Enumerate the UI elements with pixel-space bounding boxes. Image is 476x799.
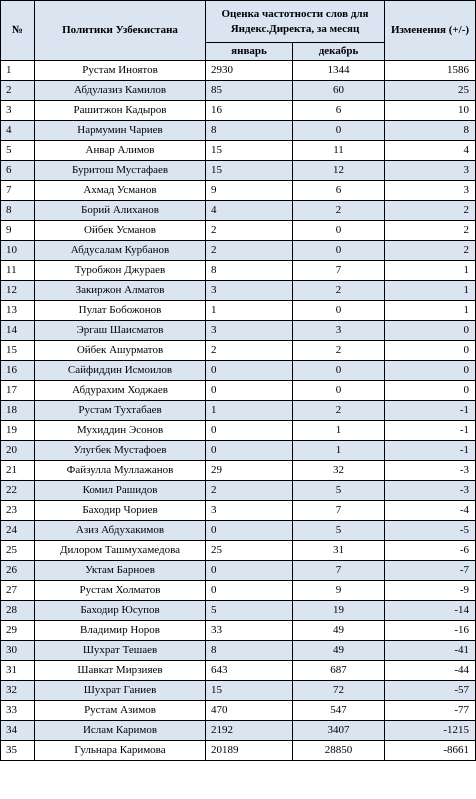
december-value: 7 bbox=[293, 561, 385, 581]
change-value: 0 bbox=[385, 341, 476, 361]
header-january: январь bbox=[206, 43, 293, 61]
politician-name: Шавкат Мирзияев bbox=[35, 661, 206, 681]
header-change: Изменения (+/-) bbox=[385, 1, 476, 61]
row-number: 16 bbox=[1, 361, 35, 381]
january-value: 1 bbox=[206, 401, 293, 421]
politician-name: Эргаш Шаисматов bbox=[35, 321, 206, 341]
header-frequency: Оценка частотности слов для Яндекс.Директа, за месяц bbox=[206, 1, 385, 43]
table-row bbox=[1, 521, 476, 541]
row-number: 11 bbox=[1, 261, 35, 281]
politician-name: Абдурахим Ходжаев bbox=[35, 381, 206, 401]
header-number: № bbox=[1, 1, 35, 61]
january-value: 25 bbox=[206, 541, 293, 561]
politician-name: Гульнара Каримова bbox=[35, 741, 206, 761]
table-row bbox=[1, 361, 476, 381]
change-value: -5 bbox=[385, 521, 476, 541]
row-number: 33 bbox=[1, 701, 35, 721]
january-value: 15 bbox=[206, 681, 293, 701]
january-value: 8 bbox=[206, 261, 293, 281]
december-value: 1 bbox=[293, 421, 385, 441]
january-value: 85 bbox=[206, 81, 293, 101]
table-row bbox=[1, 641, 476, 661]
change-value: -44 bbox=[385, 661, 476, 681]
december-value: 6 bbox=[293, 181, 385, 201]
row-number: 10 bbox=[1, 241, 35, 261]
december-value: 28850 bbox=[293, 741, 385, 761]
politician-name: Рустам Тухтабаев bbox=[35, 401, 206, 421]
december-value: 49 bbox=[293, 641, 385, 661]
change-value: -4 bbox=[385, 501, 476, 521]
table-row bbox=[1, 541, 476, 561]
january-value: 15 bbox=[206, 161, 293, 181]
change-value: 10 bbox=[385, 101, 476, 121]
january-value: 2 bbox=[206, 481, 293, 501]
table-row bbox=[1, 561, 476, 581]
december-value: 9 bbox=[293, 581, 385, 601]
january-value: 2192 bbox=[206, 721, 293, 741]
january-value: 0 bbox=[206, 521, 293, 541]
row-number: 20 bbox=[1, 441, 35, 461]
row-number: 25 bbox=[1, 541, 35, 561]
december-value: 3 bbox=[293, 321, 385, 341]
row-number: 24 bbox=[1, 521, 35, 541]
table-row bbox=[1, 481, 476, 501]
january-value: 15 bbox=[206, 141, 293, 161]
december-value: 0 bbox=[293, 221, 385, 241]
row-number: 22 bbox=[1, 481, 35, 501]
table-row bbox=[1, 441, 476, 461]
row-number: 17 bbox=[1, 381, 35, 401]
january-value: 29 bbox=[206, 461, 293, 481]
politician-name: Рустам Холматов bbox=[35, 581, 206, 601]
change-value: -16 bbox=[385, 621, 476, 641]
january-value: 2 bbox=[206, 221, 293, 241]
row-number: 28 bbox=[1, 601, 35, 621]
politician-name: Буритош Мустафаев bbox=[35, 161, 206, 181]
january-value: 3 bbox=[206, 501, 293, 521]
table-row bbox=[1, 461, 476, 481]
row-number: 14 bbox=[1, 321, 35, 341]
row-number: 18 bbox=[1, 401, 35, 421]
table-row bbox=[1, 421, 476, 441]
politician-name: Мухиддин Эсонов bbox=[35, 421, 206, 441]
politician-name: Сайфиддин Исмоилов bbox=[35, 361, 206, 381]
row-number: 7 bbox=[1, 181, 35, 201]
december-value: 0 bbox=[293, 381, 385, 401]
change-value: -9 bbox=[385, 581, 476, 601]
row-number: 19 bbox=[1, 421, 35, 441]
table-body bbox=[1, 61, 476, 761]
january-value: 0 bbox=[206, 361, 293, 381]
change-value: -1 bbox=[385, 441, 476, 461]
december-value: 0 bbox=[293, 301, 385, 321]
politician-name: Пулат Бобожонов bbox=[35, 301, 206, 321]
politician-name: Рустам Иноятов bbox=[35, 61, 206, 81]
table-row bbox=[1, 701, 476, 721]
january-value: 3 bbox=[206, 321, 293, 341]
change-value: -3 bbox=[385, 481, 476, 501]
january-value: 1 bbox=[206, 301, 293, 321]
january-value: 2930 bbox=[206, 61, 293, 81]
table-row bbox=[1, 181, 476, 201]
change-value: 2 bbox=[385, 201, 476, 221]
december-value: 72 bbox=[293, 681, 385, 701]
change-value: 0 bbox=[385, 361, 476, 381]
december-value: 687 bbox=[293, 661, 385, 681]
table-row bbox=[1, 601, 476, 621]
politician-name: Шухрат Ганиев bbox=[35, 681, 206, 701]
table-row bbox=[1, 241, 476, 261]
january-value: 2 bbox=[206, 241, 293, 261]
table-row bbox=[1, 621, 476, 641]
politician-name: Рустам Азимов bbox=[35, 701, 206, 721]
table-row bbox=[1, 141, 476, 161]
table-row bbox=[1, 321, 476, 341]
politician-name: Дилором Ташмухамедова bbox=[35, 541, 206, 561]
header-politicians: Политики Узбекистана bbox=[35, 1, 206, 61]
january-value: 0 bbox=[206, 581, 293, 601]
december-value: 5 bbox=[293, 521, 385, 541]
table-row bbox=[1, 381, 476, 401]
january-value: 2 bbox=[206, 341, 293, 361]
table-row bbox=[1, 81, 476, 101]
politician-name: Ахмад Усманов bbox=[35, 181, 206, 201]
change-value: 3 bbox=[385, 161, 476, 181]
december-value: 2 bbox=[293, 401, 385, 421]
politician-name: Улугбек Мустафоев bbox=[35, 441, 206, 461]
december-value: 7 bbox=[293, 501, 385, 521]
row-number: 8 bbox=[1, 201, 35, 221]
politician-name: Абдулазиз Камилов bbox=[35, 81, 206, 101]
january-value: 8 bbox=[206, 121, 293, 141]
december-value: 2 bbox=[293, 201, 385, 221]
change-value: 3 bbox=[385, 181, 476, 201]
table-row bbox=[1, 581, 476, 601]
january-value: 16 bbox=[206, 101, 293, 121]
row-number: 26 bbox=[1, 561, 35, 581]
change-value: 4 bbox=[385, 141, 476, 161]
change-value: 1586 bbox=[385, 61, 476, 81]
change-value: -14 bbox=[385, 601, 476, 621]
table-row bbox=[1, 681, 476, 701]
row-number: 23 bbox=[1, 501, 35, 521]
politician-name: Файзулла Муллажанов bbox=[35, 461, 206, 481]
january-value: 0 bbox=[206, 421, 293, 441]
politician-name: Ойбек Усманов bbox=[35, 221, 206, 241]
december-value: 12 bbox=[293, 161, 385, 181]
header-december: декабрь bbox=[293, 43, 385, 61]
december-value: 3407 bbox=[293, 721, 385, 741]
politician-name: Комил Рашидов bbox=[35, 481, 206, 501]
row-number: 12 bbox=[1, 281, 35, 301]
change-value: 2 bbox=[385, 241, 476, 261]
december-value: 60 bbox=[293, 81, 385, 101]
change-value: -77 bbox=[385, 701, 476, 721]
row-number: 1 bbox=[1, 61, 35, 81]
december-value: 1 bbox=[293, 441, 385, 461]
politician-name: Рашитжон Кадыров bbox=[35, 101, 206, 121]
december-value: 31 bbox=[293, 541, 385, 561]
january-value: 8 bbox=[206, 641, 293, 661]
table-row bbox=[1, 101, 476, 121]
politician-name: Баходир Юсупов bbox=[35, 601, 206, 621]
table-row bbox=[1, 501, 476, 521]
politician-name: Шухрат Тешаев bbox=[35, 641, 206, 661]
january-value: 0 bbox=[206, 441, 293, 461]
december-value: 2 bbox=[293, 341, 385, 361]
january-value: 0 bbox=[206, 381, 293, 401]
row-number: 3 bbox=[1, 101, 35, 121]
january-value: 5 bbox=[206, 601, 293, 621]
december-value: 547 bbox=[293, 701, 385, 721]
january-value: 9 bbox=[206, 181, 293, 201]
december-value: 32 bbox=[293, 461, 385, 481]
row-number: 30 bbox=[1, 641, 35, 661]
january-value: 0 bbox=[206, 561, 293, 581]
december-value: 0 bbox=[293, 361, 385, 381]
january-value: 470 bbox=[206, 701, 293, 721]
row-number: 13 bbox=[1, 301, 35, 321]
december-value: 0 bbox=[293, 241, 385, 261]
change-value: 25 bbox=[385, 81, 476, 101]
change-value: -1 bbox=[385, 421, 476, 441]
january-value: 33 bbox=[206, 621, 293, 641]
politician-name: Закиржон Алматов bbox=[35, 281, 206, 301]
january-value: 3 bbox=[206, 281, 293, 301]
january-value: 20189 bbox=[206, 741, 293, 761]
change-value: -3 bbox=[385, 461, 476, 481]
change-value: 2 bbox=[385, 221, 476, 241]
change-value: -8661 bbox=[385, 741, 476, 761]
row-number: 35 bbox=[1, 741, 35, 761]
table-row bbox=[1, 161, 476, 181]
table-row bbox=[1, 221, 476, 241]
december-value: 7 bbox=[293, 261, 385, 281]
row-number: 21 bbox=[1, 461, 35, 481]
table-row bbox=[1, 661, 476, 681]
december-value: 19 bbox=[293, 601, 385, 621]
table-row bbox=[1, 721, 476, 741]
change-value: -6 bbox=[385, 541, 476, 561]
politician-name: Анвар Алимов bbox=[35, 141, 206, 161]
row-number: 15 bbox=[1, 341, 35, 361]
december-value: 2 bbox=[293, 281, 385, 301]
row-number: 31 bbox=[1, 661, 35, 681]
december-value: 1344 bbox=[293, 61, 385, 81]
politician-name: Азиз Абдухакимов bbox=[35, 521, 206, 541]
table-row bbox=[1, 121, 476, 141]
change-value: -57 bbox=[385, 681, 476, 701]
row-number: 29 bbox=[1, 621, 35, 641]
row-number: 4 bbox=[1, 121, 35, 141]
politician-name: Баходир Чориев bbox=[35, 501, 206, 521]
december-value: 5 bbox=[293, 481, 385, 501]
politician-name: Абдусалам Курбанов bbox=[35, 241, 206, 261]
december-value: 49 bbox=[293, 621, 385, 641]
change-value: 8 bbox=[385, 121, 476, 141]
change-value: 1 bbox=[385, 281, 476, 301]
january-value: 4 bbox=[206, 201, 293, 221]
table-row bbox=[1, 61, 476, 81]
change-value: -1 bbox=[385, 401, 476, 421]
january-value: 643 bbox=[206, 661, 293, 681]
change-value: -41 bbox=[385, 641, 476, 661]
change-value: 1 bbox=[385, 301, 476, 321]
politician-name: Нармумин Чариев bbox=[35, 121, 206, 141]
row-number: 34 bbox=[1, 721, 35, 741]
politician-name: Уктам Барноев bbox=[35, 561, 206, 581]
table-row bbox=[1, 281, 476, 301]
change-value: -1215 bbox=[385, 721, 476, 741]
change-value: 0 bbox=[385, 381, 476, 401]
row-number: 9 bbox=[1, 221, 35, 241]
row-number: 2 bbox=[1, 81, 35, 101]
politician-name: Ислам Каримов bbox=[35, 721, 206, 741]
december-value: 11 bbox=[293, 141, 385, 161]
table-row bbox=[1, 301, 476, 321]
row-number: 27 bbox=[1, 581, 35, 601]
table-row bbox=[1, 201, 476, 221]
politician-name: Ойбек Ашурматов bbox=[35, 341, 206, 361]
december-value: 0 bbox=[293, 121, 385, 141]
table-row bbox=[1, 741, 476, 761]
change-value: 1 bbox=[385, 261, 476, 281]
row-number: 32 bbox=[1, 681, 35, 701]
politician-name: Туробжон Джураев bbox=[35, 261, 206, 281]
row-number: 5 bbox=[1, 141, 35, 161]
december-value: 6 bbox=[293, 101, 385, 121]
table-row bbox=[1, 341, 476, 361]
change-value: -7 bbox=[385, 561, 476, 581]
politician-name: Владимир Норов bbox=[35, 621, 206, 641]
row-number: 6 bbox=[1, 161, 35, 181]
table-row bbox=[1, 401, 476, 421]
politician-name: Борий Алиханов bbox=[35, 201, 206, 221]
table-row bbox=[1, 261, 476, 281]
change-value: 0 bbox=[385, 321, 476, 341]
